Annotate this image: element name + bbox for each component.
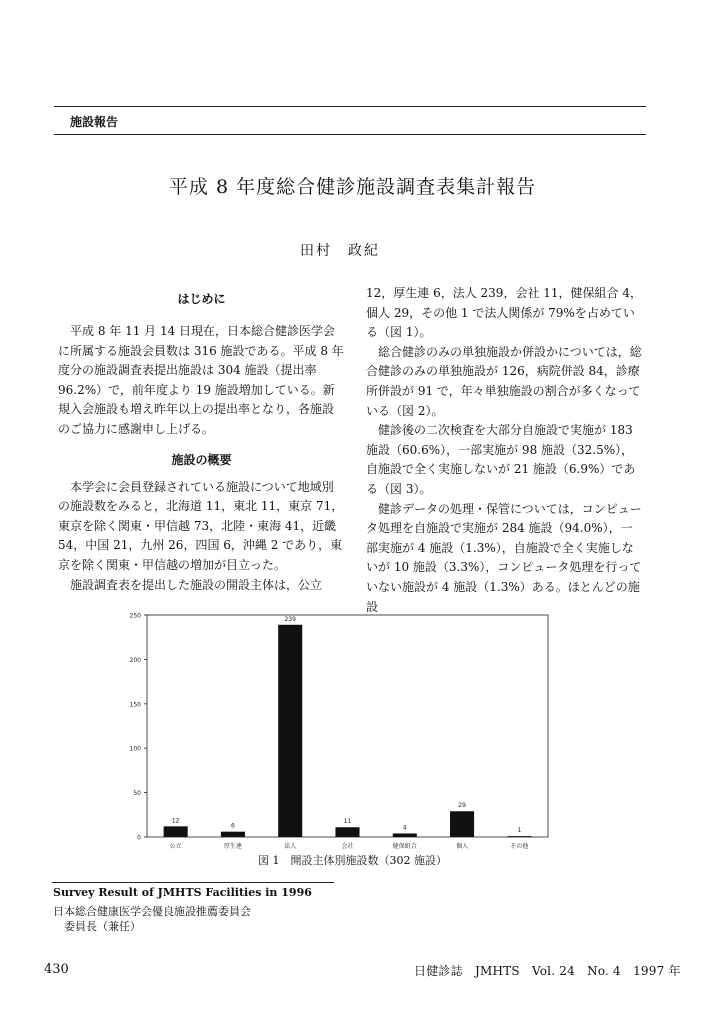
figure1-bar-chart (100, 610, 600, 850)
data-processing-paragraph: 健診データの処理・保管については，コンピュータ処理を自施設で実施が 284 施設（94.0%），一部実施が 4 施設（1.3%），自施設で全く実施しないが 10 施設（3.3%），コンピュータ処理を行っていない施設が 4 施設（1.3%）ある。ほとんどの施設 (366, 501, 642, 614)
heading-facility-overview: 施設の概要 (171, 452, 232, 467)
y-tick-label: 200 (129, 656, 141, 664)
right-column (366, 284, 644, 617)
founder-paragraph-cont: 12，厚生連 6，法人 239，会社 11，健保組合 4，個人 29，その他 1 で法人関係が 79%を占めている（図 1）。 (366, 286, 642, 340)
y-tick-label: 150 (129, 701, 141, 709)
bar (164, 826, 188, 837)
x-category-label: 厚生連 (223, 843, 242, 850)
x-category-label: 法人 (284, 843, 297, 850)
footnote-committee: 日本総合健康医学会優良施設推薦委員会 (53, 905, 251, 918)
x-category-label: 会社 (341, 843, 354, 850)
y-tick-label: 50 (133, 790, 141, 798)
left-column (58, 289, 345, 595)
article-title: 平成 8 年度総合健診施設調査表集計報告 (168, 176, 537, 198)
overview-paragraph: 本学会に会員登録されている施設について地域別の施設数をみると，北海道 11，東北 11，東京 71，東京を除く関東・甲信越 73，北陸・東海 41，近畿 54，中国 21，九州 26，四国 6，沖縄 2 であり，東京を除く関東・甲信越の増加が目立った。 (58, 479, 344, 572)
y-tick-label: 100 (129, 745, 141, 753)
standalone-paragraph: 総合健診のみの単独施設か併設かについては，総合健診のみの単独施設が 126，病院併設 84，診療所併設が 91 で，年々単独施設の割合が多くなっている（図 2）。 (366, 344, 642, 418)
section-label: 施設報告 (70, 115, 119, 129)
bar (221, 832, 245, 837)
footnote-rule (52, 882, 334, 883)
journal-citation: 日健診誌 JMHTS Vol. 24 No. 4 1997 年 (414, 964, 681, 978)
x-category-label: 公立 (169, 843, 182, 850)
heading-introduction: はじめに (177, 292, 226, 306)
bar-value-label: 1 (517, 827, 522, 835)
footnote-role: 委員長（兼任） (64, 920, 141, 933)
bar-value-label: 12 (171, 817, 180, 825)
top-rule (54, 106, 646, 107)
bar (450, 811, 474, 837)
bar-value-label: 6 (231, 822, 235, 830)
x-category-label: その他 (510, 843, 529, 850)
bar (393, 833, 417, 837)
bar-value-label: 29 (458, 802, 466, 810)
intro-paragraph: 平成 8 年 11 月 14 日現在，日本総合健診医学会に所属する施設会員数は 316 施設である。平成 8 年度分の施設調査表提出施設は 304 施設（提出率 96.2%）で，前年度より 19 施設増加している。新規入会施設も増え昨年以上の提出率となり，各施設のご協力に感謝申し上げる。 (58, 324, 344, 436)
bar (278, 625, 302, 837)
header-rule (54, 134, 646, 135)
bar (507, 836, 531, 837)
figure-caption: 図 1 開設主体別施設数（302 施設） (258, 854, 447, 867)
page-number: 430 (44, 962, 69, 977)
footnote-english-title: Survey Result of JMHTS Facilities in 1996 (53, 886, 312, 899)
bar-value-label: 4 (402, 824, 407, 832)
bar-value-label: 11 (343, 818, 352, 826)
y-tick-label: 0 (137, 834, 141, 842)
y-tick-label: 250 (129, 612, 141, 620)
bar-value-label: 239 (284, 615, 296, 623)
x-category-label: 個人 (456, 843, 469, 850)
founder-paragraph-start: 施設調査表を提出した施設の開設主体は，公立 (70, 577, 323, 592)
plot-frame (147, 615, 548, 837)
author-name: 田村 政紀 (300, 243, 380, 259)
bar (335, 827, 359, 837)
x-category-label: 健保組合 (392, 843, 417, 850)
secondary-exam-paragraph: 健診後の二次検査を大部分自施設で実施が 183 施設（60.6%），一部実施が 98 施設（32.5%），自施設で全く実施しないが 21 施設（6.9%）である（図 3）。 (366, 423, 636, 496)
